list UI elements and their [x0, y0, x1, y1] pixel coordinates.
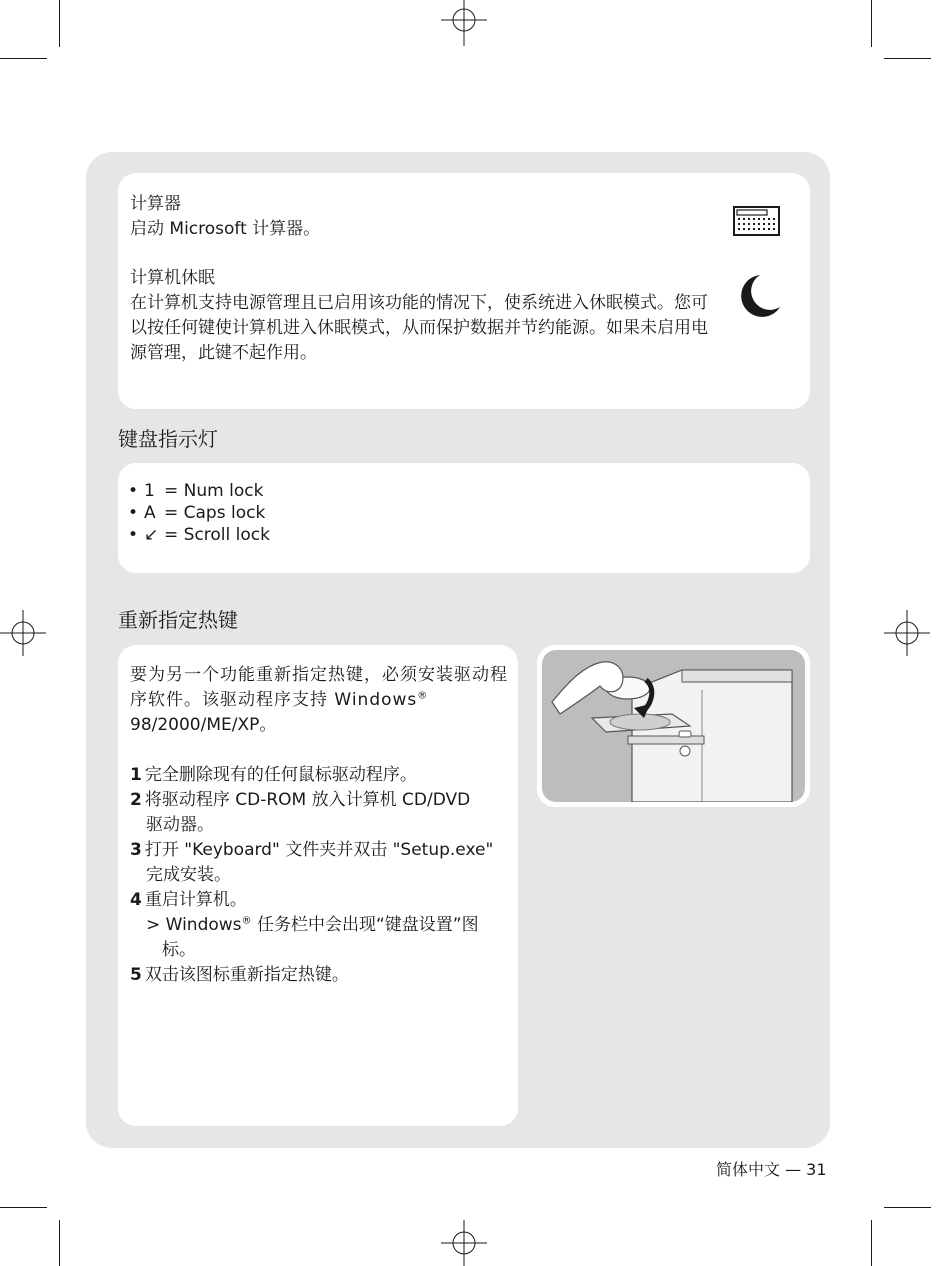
list-item: 4 重启计算机。 > Windows® 任务栏中会出现“键盘设置”图 标。 — [130, 890, 479, 960]
crop-mark — [59, 1220, 60, 1266]
remap-intro-versions: 98/2000/ME/XP。 — [130, 715, 277, 735]
calculator-title: 计算器 — [130, 194, 181, 214]
list-item: • A = Caps lock — [128, 503, 266, 523]
crop-mark — [0, 58, 47, 59]
registration-mark-icon — [884, 610, 930, 656]
registration-mark-icon — [0, 610, 46, 656]
crop-mark — [871, 0, 872, 47]
page-footer: 简体中文 — 31 — [716, 1160, 827, 1179]
crop-mark — [871, 1220, 872, 1266]
crop-mark — [0, 1207, 47, 1208]
remap-heading: 重新指定热键 — [118, 608, 238, 632]
registration-mark-icon — [441, 1220, 487, 1266]
remap-intro: 要为另一个功能重新指定热键，必须安装驱动程序软件。该驱动程序支持 Windows® — [130, 665, 508, 710]
crop-mark — [59, 0, 60, 47]
list-item: 3 打开 "Keyboard" 文件夹并双击 "Setup.exe" 完成安装。 — [130, 840, 494, 885]
scroll-lock-arrow-icon: ↙ — [144, 525, 159, 545]
list-item: • ↙ = Scroll lock — [128, 525, 270, 545]
remap-steps — [130, 763, 512, 988]
indicators-heading: 键盘指示灯 — [118, 427, 218, 451]
list-item: 2 将驱动程序 CD-ROM 放入计算机 CD/DVD 驱动器。 — [130, 790, 471, 835]
calculator-icon — [733, 206, 780, 236]
calculator-description: 启动 Microsoft 计算器。 — [130, 219, 321, 239]
registration-mark-icon — [441, 0, 487, 46]
insert-disc-illustration — [542, 650, 805, 802]
list-item: 1 完全删除现有的任何鼠标驱动程序。 — [130, 765, 417, 785]
crop-mark — [884, 58, 931, 59]
sleep-title: 计算机休眠 — [130, 268, 215, 288]
moon-icon — [738, 273, 782, 319]
sleep-description: 在计算机支持电源管理且已启用该功能的情况下，使系统进入休眠模式。您可以按任何键使计算机进入休眠模式，从而保护数据并节约能源。如果未启用电源管理，此键不起作用。 — [130, 293, 708, 363]
crop-mark — [884, 1207, 931, 1208]
list-item: • 1 = Num lock — [128, 481, 264, 501]
indicator-list — [128, 480, 270, 546]
list-item: 5 双击该图标重新指定热键。 — [130, 965, 349, 985]
